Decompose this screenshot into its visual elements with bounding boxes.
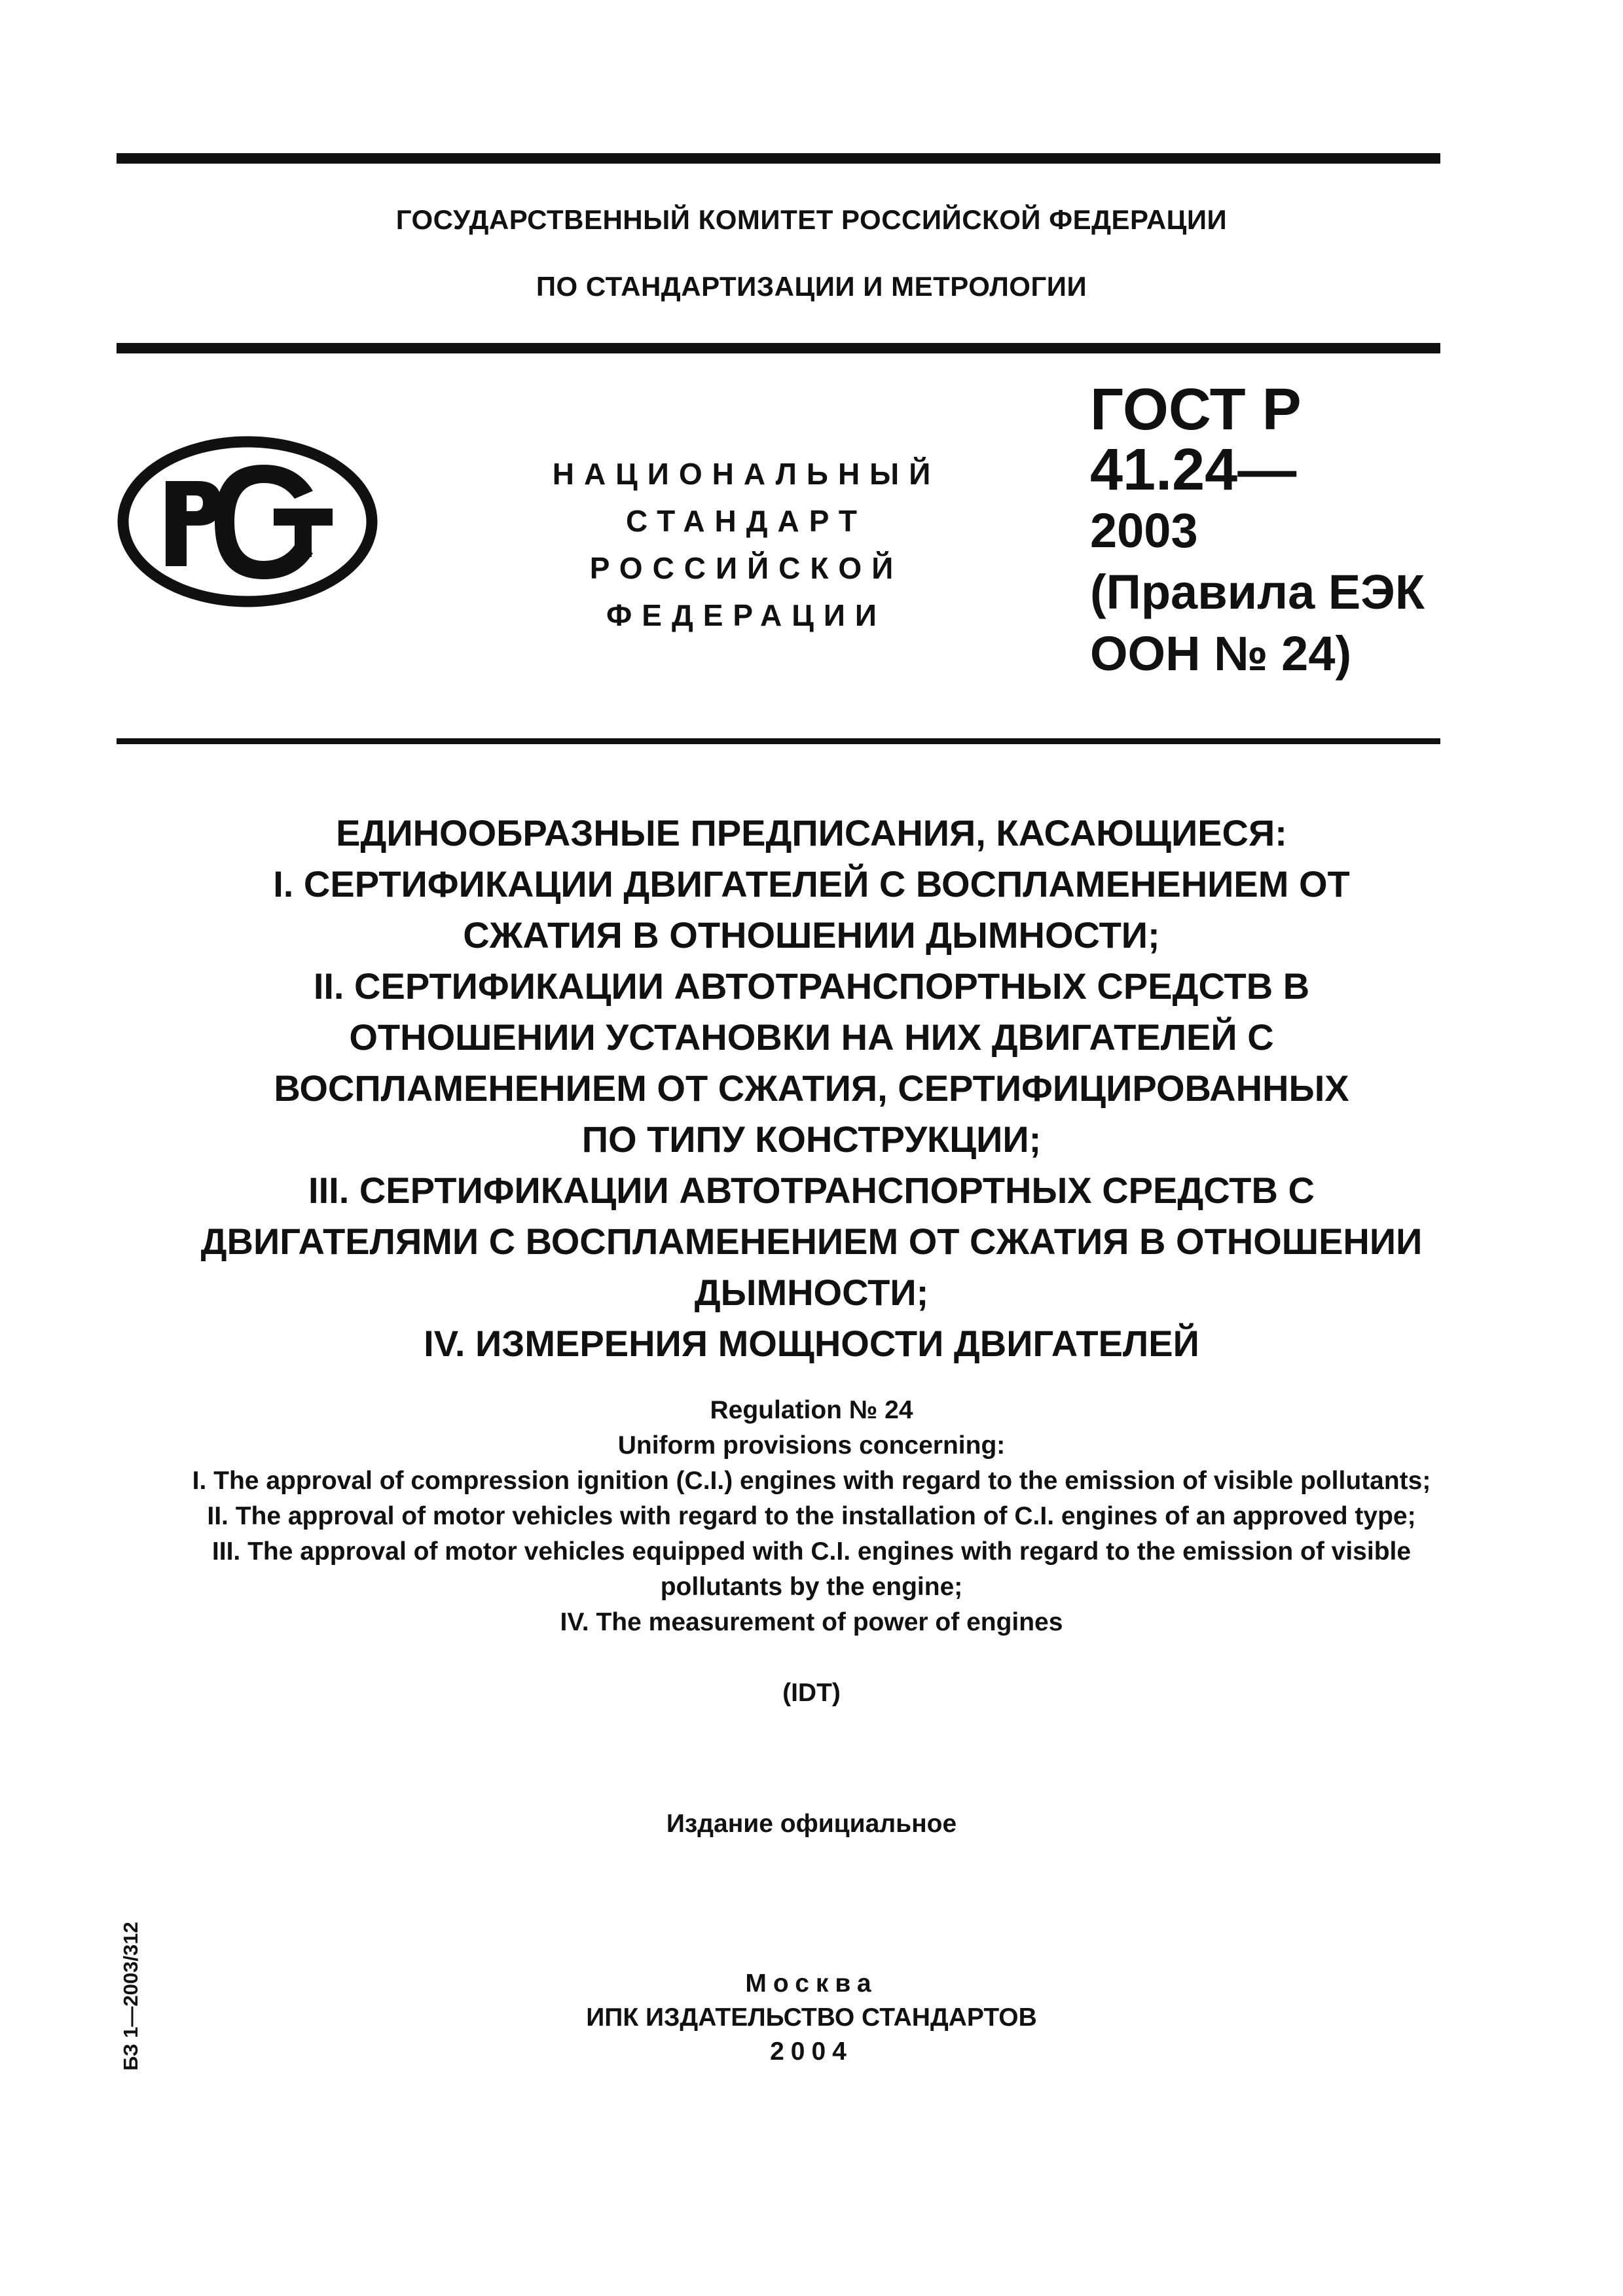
title-ru-line: I. СЕРТИФИКАЦИИ ДВИГАТЕЛЕЙ С ВОСПЛАМЕНЕНИЕМ ОТ <box>273 863 1350 905</box>
national-standard-line: РОССИЙСКОЙ <box>589 551 903 585</box>
agency-line-1: ГОСУДАРСТВЕННЫЙ КОМИТЕТ РОССИЙСКОЙ ФЕДЕРАЦИИ <box>395 204 1228 235</box>
footer-city: Москва <box>745 1969 878 1998</box>
national-standard-block <box>511 450 982 639</box>
designation-line: (Правила ЕЭК <box>1090 565 1425 619</box>
rst-logo <box>117 435 378 609</box>
national-standard-line: СТАНДАРТ <box>626 504 867 538</box>
footer-year: 2004 <box>770 2037 853 2066</box>
title-en-line: Uniform provisions concerning: <box>617 1431 1006 1460</box>
title-ru-line: ДЫМНОСТИ; <box>694 1272 929 1313</box>
title-ru-line: ОТНОШЕНИИ УСТАНОВКИ НА НИХ ДВИГАТЕЛЕЙ С <box>349 1016 1274 1058</box>
title-en-line: IV. The measurement of power of engines <box>560 1608 1063 1636</box>
title-english <box>0 1393 1623 1640</box>
title-ru-line: II. СЕРТИФИКАЦИИ АВТОТРАНСПОРТНЫХ СРЕДСТВ В <box>313 965 1310 1007</box>
title-en-line: Regulation № 24 <box>710 1396 913 1424</box>
side-code: БЗ 1—2003/312 <box>119 1922 142 2071</box>
edition-label: Издание официальное <box>666 1810 957 1838</box>
designation-line: ГОСТ Р <box>1090 377 1302 442</box>
top-rule <box>117 153 1440 164</box>
title-rule <box>117 738 1440 744</box>
national-standard-line: НАЦИОНАЛЬНЫЙ <box>552 457 941 491</box>
title-ru-line: ВОСПЛАМЕНЕНИЕМ ОТ СЖАТИЯ, СЕРТИФИЦИРОВАННЫХ <box>274 1067 1349 1109</box>
footer-publisher: ИПК ИЗДАТЕЛЬСТВО СТАНДАРТОВ <box>586 2003 1037 2032</box>
standard-designation <box>1090 377 1457 685</box>
title-ru-line: III. СЕРТИФИКАЦИИ АВТОТРАНСПОРТНЫХ СРЕДСТВ С <box>308 1170 1315 1211</box>
title-ru-line: ЕДИНООБРАЗНЫЕ ПРЕДПИСАНИЯ, КАСАЮЩИЕСЯ: <box>336 812 1287 853</box>
title-en-line: I. The approval of compression ignition (C.I.) engines with regard to the emission of visible pollutants; <box>192 1467 1431 1495</box>
title-en-line: III. The approval of motor vehicles equipped with C.I. engines with regard to the emission of visible <box>211 1537 1412 1566</box>
identity-mark: (IDT) <box>782 1679 841 1707</box>
designation-line: 41.24— <box>1090 437 1297 503</box>
header-rule <box>117 343 1440 353</box>
designation-line: ООН № 24) <box>1090 626 1352 681</box>
national-standard-line: ФЕДЕРАЦИИ <box>606 598 886 632</box>
title-ru-line: СЖАТИЯ В ОТНОШЕНИИ ДЫМНОСТИ; <box>463 914 1160 956</box>
designation-line: 2003 <box>1090 503 1198 558</box>
rst-logo-icon <box>117 435 378 609</box>
title-ru-line: ПО ТИПУ КОНСТРУКЦИИ; <box>581 1119 1042 1160</box>
title-ru-line: ДВИГАТЕЛЯМИ С ВОСПЛАМЕНЕНИЕМ ОТ СЖАТИЯ В ОТНОШЕНИИ <box>200 1221 1423 1262</box>
title-en-line: II. The approval of motor vehicles with regard to the installation of C.I. engines of an approved type; <box>207 1502 1416 1530</box>
title-russian <box>0 808 1623 1369</box>
title-en-line: pollutants by the engine; <box>660 1573 963 1601</box>
title-ru-line: IV. ИЗМЕРЕНИЯ МОЩНОСТИ ДВИГАТЕЛЕЙ <box>424 1323 1199 1364</box>
agency-line-2: ПО СТАНДАРТИЗАЦИИ И МЕТРОЛОГИИ <box>536 271 1087 302</box>
